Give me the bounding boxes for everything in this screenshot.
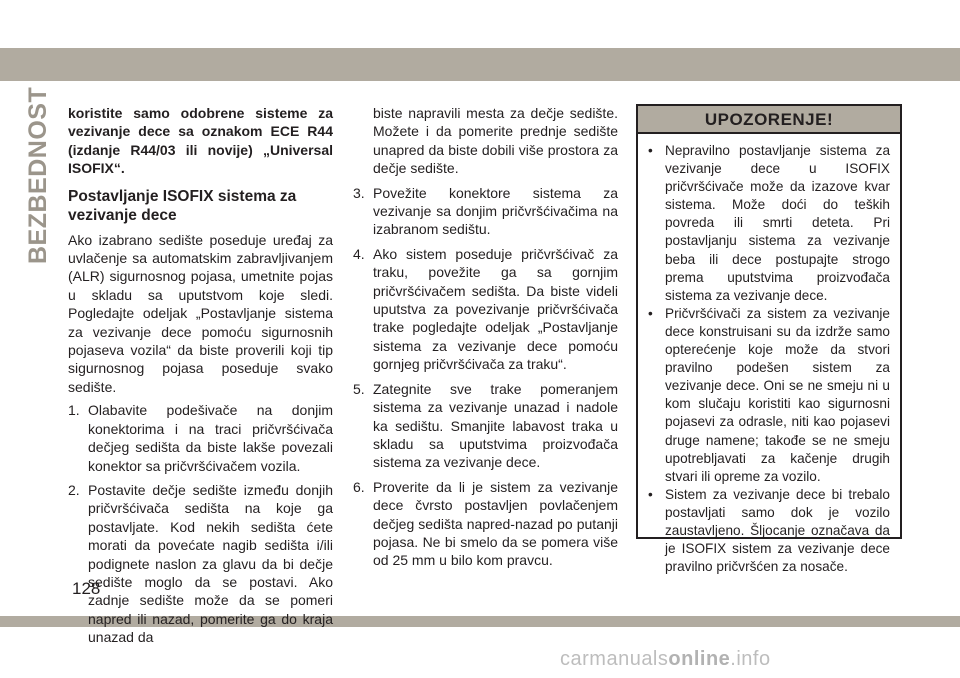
warning-title: UPOZORENJE!	[638, 106, 900, 134]
list-item	[353, 184, 618, 239]
list-item	[353, 104, 618, 178]
step-text: Povežite konektore sistema za vezivanje sa donjim pričvršćivačima na izabranom sedištu.	[373, 184, 618, 238]
page-number: 128	[72, 579, 101, 598]
text-column-2	[353, 104, 618, 576]
list-item	[648, 486, 890, 576]
intro-text: koristite samo odobrene sisteme za vezivanje dece sa oznakom ECE R44 (izdanje R44/03 ili novije) „Universal ISOFIX“.	[68, 105, 333, 177]
step-text: Olabavite podešivače na donjim konektorima i na traci pričvršćivača dečjeg sedišta da biste lakše povezali konektor sa pričvršćivačem vozila.	[88, 402, 333, 474]
step-text: Postavite dečje sedište između donjih pričvršćivača sedišta na koje ga postavljate. Kod nekih sedišta ćete morati da povećate nagib sedišta i/ili podignete naslon za glavu da bi dečje sedište moglo da se postavi. Ako zadnje sedište može da se pomeri napred ili nazad, pomerite ga do kraja unazad da	[88, 481, 333, 646]
watermark-part: .info	[730, 648, 771, 670]
list-item	[353, 380, 618, 472]
bullet-icon: •	[648, 305, 653, 321]
section-label: BEZBEDNOST	[24, 86, 52, 264]
step-text: Zategnite sve trake pomeranjem sistema za vezivanje unazad i nadole ka sedištu. Smanjite labavost traka u skladu sa uputstvima proizvođača sistema za vezivanje dece.	[373, 380, 618, 471]
bullet-icon: •	[648, 486, 653, 502]
warning-box	[636, 104, 902, 575]
step-number: 2.	[68, 481, 80, 498]
step-number: 6.	[353, 478, 365, 495]
step-number: 1.	[68, 402, 80, 419]
list-item	[68, 401, 333, 475]
list-item	[648, 305, 890, 486]
list-item	[353, 245, 618, 374]
header-band	[0, 48, 960, 81]
step-number: 5.	[353, 380, 365, 397]
step-text: Ako sistem poseduje pričvršćivač za traku, povežite ga sa gornjim pričvršćivačem sedišta. Da biste videli uputstva za povezivanje pričvršćivača trake pogledajte odeljak „Postavljanje sistema za vezivanje dece pomoću gornjeg pričvršćivača za traku“.	[373, 245, 618, 373]
watermark-part: carmanuals	[560, 648, 669, 670]
warning-text: Nepravilno postavljanje sistema za vezivanje dece u ISOFIX pričvršćivače može da izazove kvar sistema. Može doći do teških povreda ili smrti deteta. Pri postavljanju sistema za vezivanje beba ili dece postupajte strogo prema uputstvima proizvođača sistema za vezivanje dece.	[665, 143, 890, 303]
list-item	[68, 481, 333, 647]
watermark-part: online	[668, 648, 731, 670]
warning-text: Pričvršćivači za sistem za vezivanje dece konstruisani su da izdrže samo opterećenje koje može da stvori pravilno podešen sistem za vezivanje dece. Oni se ne smeju ni u kom slučaju koristiti kao sigurnosni pojasevi za odrasle, niti kao pojasevi druge namene; takođe se ne smeju upotrebljavati za kačenje drugih stvari ili opreme za vozilo.	[665, 305, 890, 484]
list-item	[648, 142, 890, 305]
warning-list	[638, 134, 900, 576]
warning-text: Sistem za vezivanje dece bi trebalo postavljati samo dok je vozilo zaustavljeno. Šljocanje označava da je ISOFIX sistem za vezivanje dece pravilno pričvršćen za nosače.	[665, 486, 890, 575]
step-text: Proverite da li je sistem za vezivanje dece čvrsto postavljen povlačenjem dečjeg sedišta napred-nazad po putanji pojasa. Ne bi smelo da se pomera više od 25 mm u bilo kom pravcu.	[373, 478, 618, 569]
bullet-icon: •	[648, 143, 653, 158]
step-continuation-text: biste napravili mesta za dečje sedište. Možete i da pomerite prednje sedište unapred da biste dobili više prostora za dečje sedište.	[373, 105, 618, 177]
section-heading: Postavljanje ISOFIX sistema za vezivanje dece	[68, 187, 297, 224]
steps-list	[68, 401, 333, 646]
text-column-1	[68, 104, 333, 653]
list-item	[353, 478, 618, 570]
step-number: 4.	[353, 245, 365, 262]
step-number: 3.	[353, 184, 365, 201]
watermark	[560, 648, 771, 671]
steps-list-continued	[353, 104, 618, 570]
body-paragraph: Ako izabrano sedište poseduje uređaj za uvlačenje sa automatskim zabravljivanjem (ALR) sigurnosnog pojasa, umetnite pojas u skladu sa uputstvom koje sledi. Pogledajte odeljak „Postavljanje sistema za vezivanje dece pomoću sigurnosnih pojaseva vozila“ da biste proverili koji tip sigurnosnog pojasa poseduje svako sedište.	[68, 231, 333, 395]
